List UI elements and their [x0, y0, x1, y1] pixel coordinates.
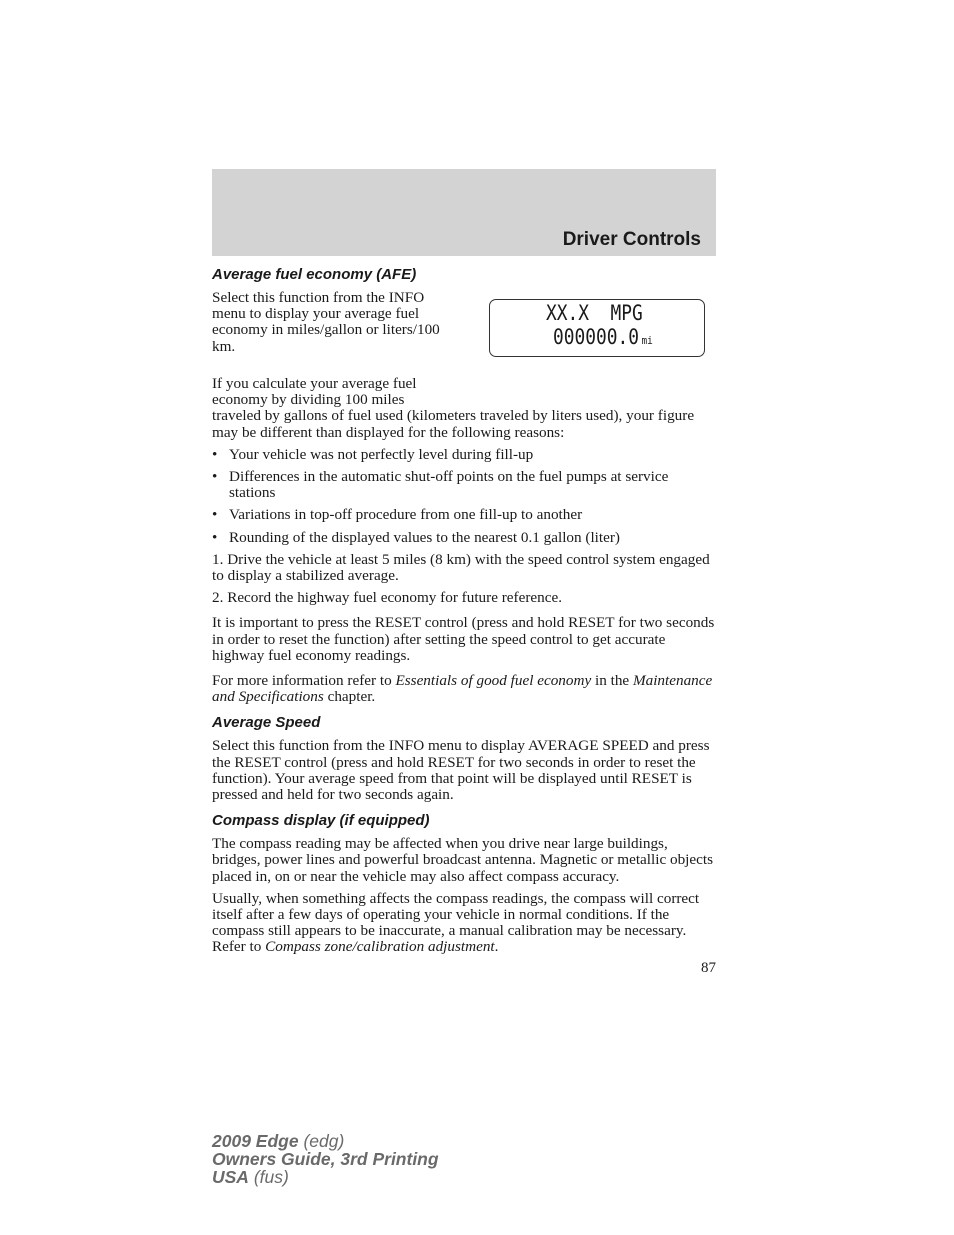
footer-model-code: (edg): [303, 1131, 345, 1151]
display-odometer-value: 000000.0: [553, 325, 639, 349]
link-compass-calibration[interactable]: Compass zone/calibration adjustment: [265, 938, 495, 956]
compass-heading: Compass display (if equipped): [212, 812, 430, 830]
list-item: • Your vehicle was not perfectly level during fill-up: [212, 445, 534, 463]
footer-model: 2009 Edge: [212, 1131, 299, 1151]
afe-calc-part2: traveled by gallons of fuel used (kilometers traveled by liters used), your figure may be different than displayed for the following reasons:: [212, 407, 695, 441]
section-header-band: [212, 169, 716, 256]
avg-speed-body: Select this function from the INFO menu to display AVERAGE SPEED and press the RESET control (press and hold RESET for two seconds in order to reset the function). Your average speed from that point will be displayed until RESET is pressed and held for two seconds again.: [212, 737, 710, 804]
compass-body-2: Usually, when something affects the compass readings, the compass will correct itself after a few days of operating your vehicle in normal conditions. If the compass still appears to be inaccurate, a manual calibration may be necessary. Refer to Compass zone/calibration adjustment.: [212, 889, 700, 956]
footer-region: USA: [212, 1167, 249, 1187]
page-content: [212, 266, 716, 962]
document-footer: [212, 1132, 439, 1186]
bullet-icon: •: [212, 506, 218, 524]
afe-intro-block: [212, 290, 716, 376]
afe-reset-note: It is important to press the RESET control (press and hold RESET for two seconds in order to reset the function) after setting the speed control to get accurate highway fuel economy readings.: [212, 614, 715, 664]
compass-body-1: The compass reading may be affected when you drive near large buildings, bridges, power lines and powerful broadcast antenna. Magnetic or metallic objects placed in, on or near the vehicle may also affect compass accuracy.: [212, 835, 714, 885]
list-item: • Rounding of the displayed values to the nearest 0.1 gallon (liter): [212, 528, 620, 546]
bullet-icon: •: [212, 528, 218, 546]
bullet-icon: •: [212, 445, 218, 463]
afe-more-info: For more information refer to Essentials of good fuel economy in the Maintenance and Specifications chapter.: [212, 672, 713, 706]
footer-guide: Owners Guide, 3rd Printing: [212, 1149, 439, 1169]
afe-step-2: 2. Record the highway fuel economy for future reference.: [212, 589, 563, 607]
bullet-icon: •: [212, 468, 218, 486]
link-maintenance-chapter[interactable]: Maintenance and Specifications: [212, 672, 713, 706]
display-odometer-line: [553, 325, 653, 349]
afe-calculation-text: [212, 376, 716, 441]
avg-speed-heading: Average Speed: [212, 714, 321, 732]
link-fuel-economy[interactable]: Essentials of good fuel economy: [395, 672, 592, 690]
afe-intro-text: Select this function from the INFO menu to display your average fuel economy in miles/gallon or liters/100 km.: [212, 289, 440, 355]
section-title: Driver Controls: [562, 229, 701, 250]
mpg-display-illustration: [489, 299, 705, 357]
display-mpg-line: XX.X MPG: [546, 301, 643, 325]
afe-step-1: 1. Drive the vehicle at least 5 miles (8 km) with the speed control system engaged to display a stabilized average.: [212, 550, 710, 585]
page-number: 87: [701, 960, 716, 976]
afe-calc-part1: If you calculate your average fuel economy by dividing 100 miles: [212, 375, 417, 409]
footer-region-code: (fus): [253, 1167, 289, 1187]
list-item: • Variations in top-off procedure from one fill-up to another: [212, 506, 583, 524]
afe-reasons-list: [212, 447, 716, 546]
display-unit: mi: [641, 334, 653, 347]
list-item: • Differences in the automatic shut-off points on the fuel pumps at service stations: [212, 468, 669, 502]
afe-heading: Average fuel economy (AFE): [212, 266, 417, 283]
